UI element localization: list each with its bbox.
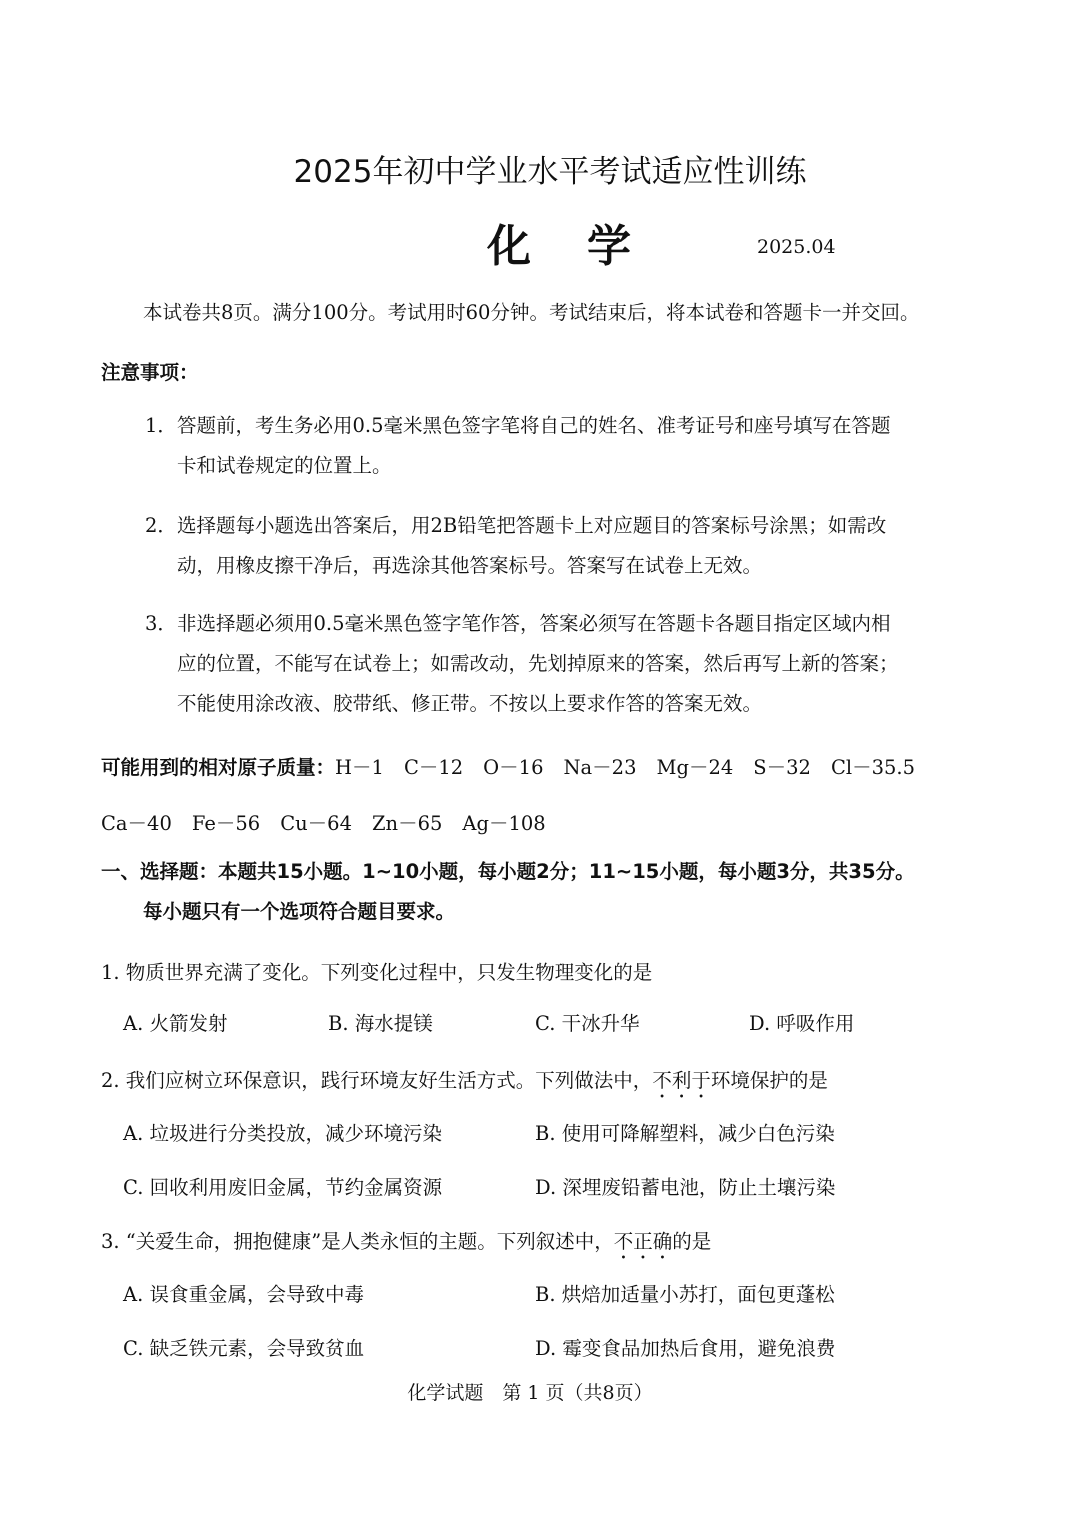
- atomic-mass: O－16: [483, 756, 544, 779]
- subject-title: 化学: [487, 221, 687, 272]
- question-stem: 1. 物质世界充满了变化。下列变化过程中，只发生物理变化的是: [101, 961, 653, 984]
- note-item: [145, 604, 899, 724]
- atomic-mass: Ca－40: [101, 812, 172, 835]
- atomic-mass: Cl－35.5: [830, 756, 916, 779]
- answer-option: C. 缺乏铁元素，会导致贫血: [123, 1337, 365, 1360]
- atomic-mass-label: 可能用到的相对原子质量：: [101, 756, 336, 779]
- exam-intro: 本试卷共8页。满分100分。考试用时60分钟。考试结束后，将本试卷和答题卡一并交回。: [143, 301, 920, 324]
- question-stem-text: 的是: [672, 1230, 712, 1253]
- note-text: 答题前，考生务必用0.5毫米黑色签字笔将自己的姓名、准考证号和座号填写在答题: [177, 414, 891, 437]
- atomic-mass: Fe－56: [191, 812, 261, 835]
- note-text: 选择题每小题选出答案后，用2B铅笔把答题卡上对应题目的答案标号涂黑；如需改: [177, 514, 887, 537]
- note-item: [145, 406, 891, 486]
- exam-title: 2025年初中学业水平考试适应性训练: [293, 154, 807, 190]
- atomic-mass-row: [101, 808, 566, 836]
- notes-heading: 注意事项：: [101, 361, 199, 384]
- note-number: 3．: [145, 612, 177, 635]
- answer-option: D. 呼吸作用: [749, 1012, 855, 1035]
- note-text: 非选择题必须用0.5毫米黑色签字笔作答，答案必须写在答题卡各题目指定区域内相: [177, 612, 891, 635]
- note-text: 卡和试卷规定的位置上。: [177, 454, 392, 477]
- question-stem-text: 环境保护的是: [710, 1069, 828, 1092]
- answer-option: A. 火箭发射: [123, 1012, 228, 1035]
- section-heading: [101, 852, 915, 932]
- emphasized-text: 不正确: [613, 1230, 673, 1253]
- note-number: 1．: [145, 414, 177, 437]
- atomic-mass: Zn－65: [371, 812, 443, 835]
- answer-option: D. 霉变食品加热后食用，避免浪费: [535, 1337, 836, 1360]
- atomic-mass: Ag－108: [462, 812, 546, 835]
- page-footer: 化学试题 第 1 页（共8页）: [407, 1382, 653, 1404]
- note-item: [145, 506, 886, 586]
- answer-option: B. 使用可降解塑料，减少白色污染: [535, 1122, 835, 1145]
- question-stem-text: 3. “关爱生命，拥抱健康”是人类永恒的主题。下列叙述中，: [101, 1230, 614, 1253]
- question-stem-text: 2. 我们应树立环保意识，践行环境友好生活方式。下列做法中，: [101, 1069, 653, 1092]
- atomic-mass: C－12: [403, 756, 464, 779]
- answer-option: B. 烘焙加适量小苏打，面包更蓬松: [535, 1283, 835, 1306]
- answer-option: C. 回收利用废旧金属，节约金属资源: [123, 1176, 443, 1199]
- answer-option: D. 深埋废铅蓄电池，防止土壤污染: [535, 1176, 836, 1199]
- atomic-mass: H－1: [335, 756, 384, 779]
- atomic-mass-row: [101, 752, 935, 780]
- note-text: 不能使用涂改液、胶带纸、修正带。不按以上要求作答的答案无效。: [177, 692, 763, 715]
- atomic-mass: Na－23: [563, 756, 637, 779]
- question-stem: [101, 1065, 828, 1103]
- answer-option: A. 垃圾进行分类投放，减少环境污染: [123, 1122, 442, 1145]
- section-heading-line: 每小题只有一个选项符合题目要求。: [143, 900, 456, 923]
- note-text: 动，用橡皮擦干净后，再选涂其他答案标号。答案写在试卷上无效。: [177, 554, 763, 577]
- answer-option: C. 干冰升华: [535, 1012, 640, 1035]
- atomic-mass: S－32: [753, 756, 811, 779]
- atomic-mass: Cu－64: [280, 812, 352, 835]
- emphasized-text: 不利于: [652, 1069, 711, 1092]
- section-heading-line: 一、选择题：本题共15小题。1~10小题，每小题2分；11~15小题，每小题3分，共35分。: [101, 860, 915, 883]
- answer-option: A. 误食重金属，会导致中毒: [123, 1283, 364, 1306]
- exam-date: 2025.04: [757, 236, 836, 258]
- note-text: 应的位置，不能写在试卷上；如需改动，先划掉原来的答案，然后再写上新的答案；: [177, 652, 899, 675]
- atomic-mass: Mg－24: [656, 756, 734, 779]
- answer-option: B. 海水提镁: [328, 1012, 433, 1035]
- note-number: 2．: [145, 514, 177, 537]
- question-stem: [101, 1226, 711, 1264]
